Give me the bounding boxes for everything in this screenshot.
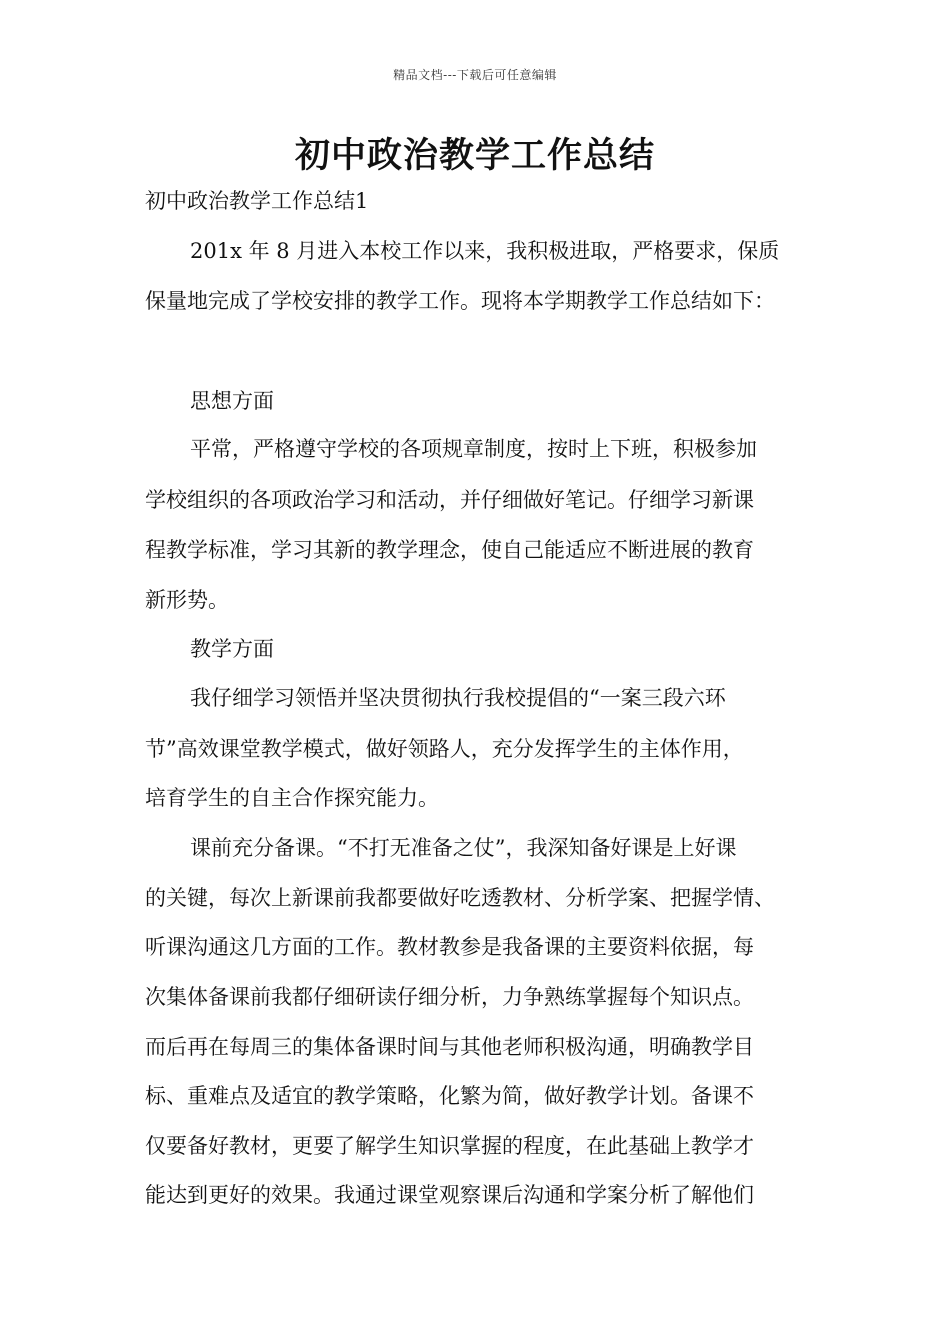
paragraph-line: 学校组织的各项政治学习和活动，并仔细做好笔记。仔细学习新课 xyxy=(145,488,754,512)
paragraph-line: 我仔细学习领悟并坚决贯彻执行我校提倡的“一案三段六环 xyxy=(190,686,726,710)
paragraph-line: 保量地完成了学校安排的教学工作。现将本学期教学工作总结如下： xyxy=(145,289,775,313)
paragraph-line: 节”高效课堂教学模式，做好领路人，充分发挥学生的主体作用， xyxy=(145,737,744,761)
paragraph-line: 听课沟通这几方面的工作。教材教参是我备课的主要资料依据，每 xyxy=(145,935,754,959)
paragraph-line: 程教学标准，学习其新的教学理念，使自己能适应不断进展的教育 xyxy=(145,538,754,562)
paragraph-line: 培育学生的自主合作探究能力。 xyxy=(145,786,439,810)
page-header-note: 精品文档---下载后可任意编辑 xyxy=(393,68,557,82)
section-heading-thought: 思想方面 xyxy=(190,389,274,413)
document-subtitle: 初中政治教学工作总结1 xyxy=(145,189,369,213)
paragraph-line: 标、重难点及适宜的教学策略，化繁为简，做好教学计划。备课不 xyxy=(145,1084,754,1108)
paragraph-line: 能达到更好的效果。我通过课堂观察课后沟通和学案分析了解他们 xyxy=(145,1183,754,1207)
paragraph-line: 而后再在每周三的集体备课时间与其他老师积极沟通，明确教学目 xyxy=(145,1035,754,1059)
paragraph-line: 课前充分备课。“不打无准备之仗”，我深知备好课是上好课 xyxy=(190,836,737,860)
paragraph-line: 201x 年 8 月进入本校工作以来，我积极进取，严格要求，保质 xyxy=(190,239,780,263)
section-heading-teaching: 教学方面 xyxy=(190,637,274,661)
paragraph-line: 仅要备好教材，更要了解学生知识掌握的程度，在此基础上教学才 xyxy=(145,1134,754,1158)
paragraph-line: 新形势。 xyxy=(145,588,229,612)
paragraph-line: 次集体备课前我都仔细研读仔细分析，力争熟练掌握每个知识点。 xyxy=(145,985,754,1009)
paragraph-line: 的关键，每次上新课前我都要做好吃透教材、分析学案、把握学情、 xyxy=(145,886,775,910)
paragraph-line: 平常，严格遵守学校的各项规章制度，按时上下班，积极参加 xyxy=(190,437,757,461)
document-title: 初中政治教学工作总结 xyxy=(294,135,655,176)
